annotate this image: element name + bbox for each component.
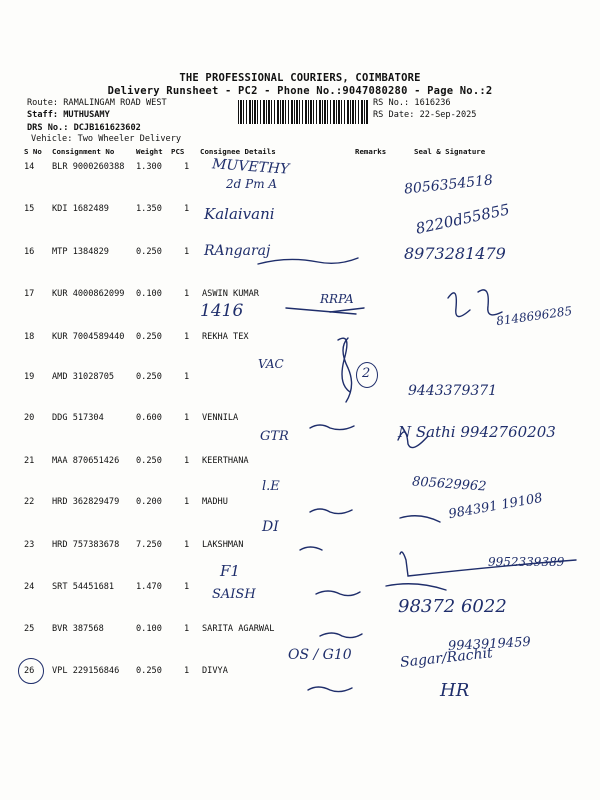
row-consignee: KEERTHANA [202,456,249,466]
row-pcs: 1 [184,247,190,257]
row-weight: 7.250 [136,540,162,550]
row-consignment: SRT 54451681 [52,582,115,592]
row-pcs: 1 [184,162,190,172]
row-sno: 18 [24,332,35,342]
rs-date: RS Date: 22-Sep-2025 [373,110,477,120]
staff-text: Staff: MUTHUSAMY [27,110,110,120]
row-pcs: 1 [184,413,190,423]
row-pcs: 1 [184,624,190,634]
scribble-stroke [300,547,322,550]
row-consignment: HRD 362829479 [52,497,120,507]
row-consignment: BVR 387568 [52,624,104,634]
handwritten-code: F1 [220,562,240,580]
handwritten-note: OS / G10 [288,647,352,663]
scribble-stroke [448,293,470,317]
scribble-stroke [320,633,362,638]
row-consignment: KUR 7004589440 [52,332,125,342]
row-weight: 0.200 [136,497,162,507]
col-weight: Weight [136,147,163,156]
row-pcs: 1 [184,332,190,342]
handwritten-signature-phone: N Sathi 9942760203 [398,423,556,441]
handwritten-note: RRPA [320,292,354,306]
row-sno: 23 [24,540,35,550]
col-remarks: Remarks [355,147,387,156]
row-sno: 20 [24,413,35,423]
row-sno: 17 [24,289,35,299]
row-consignee: VENNILA [202,413,239,423]
row-sno: 14 [24,162,35,172]
row-sno: 24 [24,582,35,592]
col-consignment: Consignment No [52,147,115,156]
row-consignment: MTP 1384829 [52,247,109,257]
row-consignment: DDG 517304 [52,413,104,423]
row-consignment: VPL 229156846 [52,666,120,676]
row-sno: 16 [24,247,35,257]
row-pcs: 1 [184,666,190,676]
handwritten-note: l.E [262,479,280,494]
col-details: Consignee Details [200,147,276,156]
row-consignment: KUR 4000862099 [52,289,125,299]
row-pcs: 1 [184,289,190,299]
row-pcs: 1 [184,582,190,592]
row-consignee: MADHU [202,497,228,507]
scribble-stroke [308,687,352,692]
handwritten-signature-phone: 805629962 [411,474,487,495]
scribble-stroke [316,591,360,596]
handwritten-note: 1416 [200,301,244,321]
handwritten-note: VAC [258,357,284,371]
row-sno: 25 [24,624,35,634]
handwritten-name: MUVETHY [211,156,290,178]
scribble-stroke [286,308,356,314]
handwritten-signature-phone: 8148696285 [495,303,573,329]
scribble-stroke [386,584,446,590]
row-weight: 0.250 [136,247,162,257]
row-sno: 19 [24,372,35,382]
row-sno: 21 [24,456,35,466]
row-consignee: SARITA AGARWAL [202,624,275,634]
scribble-stroke [400,552,576,576]
row-weight: 0.100 [136,624,162,634]
row-weight: 0.250 [136,372,162,382]
row-pcs: 1 [184,204,190,214]
row-consignee: ASWIN KUMAR [202,289,259,299]
handwritten-signature-phone: 8973281479 [404,244,506,263]
row-pcs: 1 [184,497,190,507]
handwritten-signature-phone: 8220d55855 [414,200,512,238]
scribble-stroke [310,509,352,514]
col-seal: Seal & Signature [414,147,486,156]
col-pcs: PCS [171,147,185,156]
handwritten-name: RAngaraj [204,243,271,259]
row-consignment: AMD 31028705 [52,372,115,382]
row-weight: 1.300 [136,162,162,172]
row-weight: 0.250 [136,666,162,676]
scribble-stroke [400,516,440,522]
row-consignment: HRD 757383678 [52,540,120,550]
handwritten-name: Kalaivani [204,205,275,223]
scribble-stroke [398,432,428,448]
scribble-stroke [258,258,358,264]
scribble-stroke [310,425,354,430]
row-weight: 0.250 [136,456,162,466]
handwritten-note: HR [440,680,470,701]
row-consignment: MAA 870651426 [52,456,120,466]
runsheet-title: Delivery Runsheet - PC2 - Phone No.:9047080280 - Page No.:2 [107,85,493,97]
handwritten-note: DI [262,519,279,535]
handwritten-name: SAISH [212,587,256,602]
handwritten-signature-phone: 9952339389 [488,555,565,569]
row-weight: 1.350 [136,204,162,214]
scribble-stroke [330,308,364,312]
row-pcs: 1 [184,372,190,382]
handwritten-signature-phone: 9443379371 [408,383,498,399]
handwritten-signature-phone: 8056354518 [403,172,494,198]
row-weight: 0.250 [136,332,162,342]
scribble-stroke [478,290,502,315]
handwritten-note: GTR [260,429,289,444]
row-sno: 22 [24,497,35,507]
row-weight: 0.100 [136,289,162,299]
row-pcs: 1 [184,540,190,550]
rs-number: RS No.: 1616236 [373,98,451,108]
handwritten-signature-phone: 984391 19108 [447,490,544,523]
company-title: THE PROFESSIONAL COURIERS, COIMBATORE [179,72,421,84]
row-consignment: BLR 9000260388 [52,162,125,172]
row-weight: 0.600 [136,413,162,423]
handwritten-note: 2d Pm A [226,177,278,191]
vehicle-text: Vehicle: Two Wheeler Delivery [31,134,182,144]
drs-number: DRS No.: DCJB161623602 [27,123,141,133]
col-sno: S No [24,147,42,156]
row-sno: 15 [24,204,35,214]
handwritten-signature-phone: 98372 6022 [398,596,507,617]
row-weight: 1.470 [136,582,162,592]
row-consignment: KDI 1682489 [52,204,109,214]
row-sno: 26 [24,666,35,676]
handwritten-number: 2 [362,366,371,381]
row-consignee: DIVYA [202,666,228,676]
row-pcs: 1 [184,456,190,466]
route-text: Route: RAMALINGAM ROAD WEST [27,98,167,108]
row-consignee: REKHA TEX [202,332,249,342]
row-consignee: LAKSHMAN [202,540,244,550]
handwritten-signature-phone: 9943919459 [447,634,532,655]
handwritten-signature: Sagar/Rachit [399,645,494,671]
